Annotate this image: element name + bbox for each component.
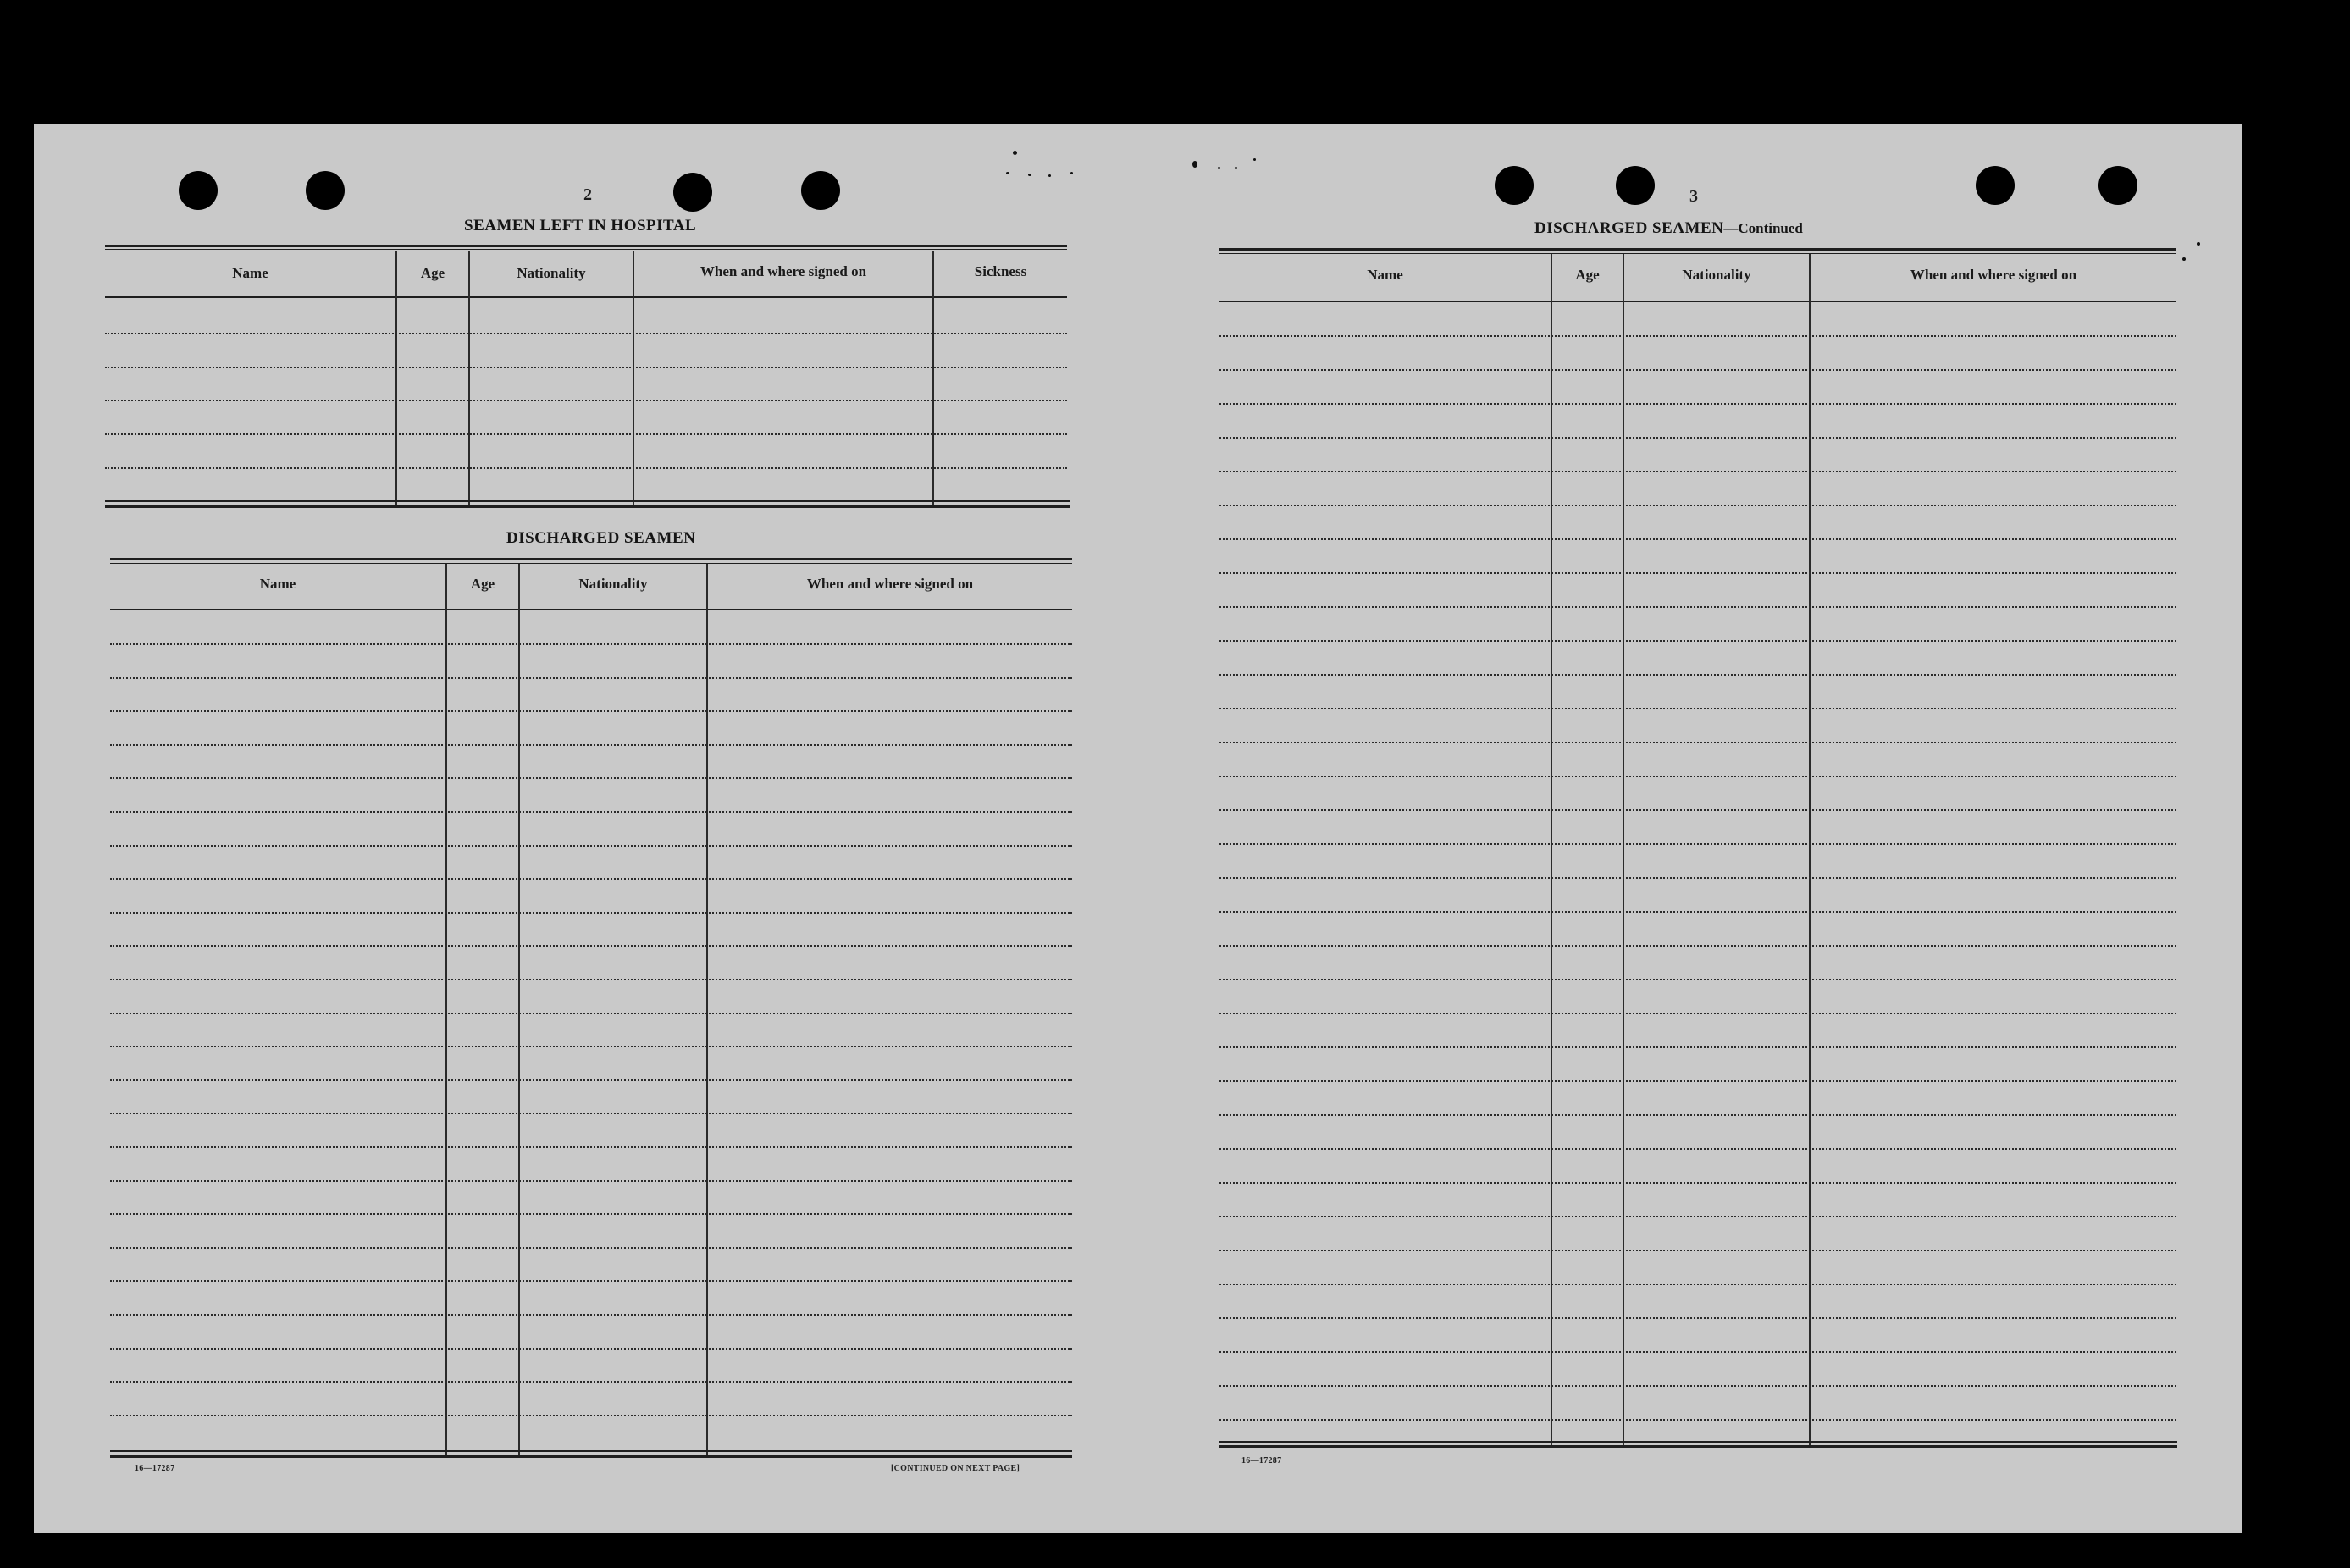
left-page-number: 2	[583, 185, 592, 204]
table-row-line	[1219, 403, 2176, 405]
table-row-line	[1219, 1385, 2176, 1387]
table-row-line	[110, 1415, 1072, 1416]
right-form-number: 16—17287	[1241, 1456, 1282, 1466]
table-row-line	[110, 1180, 1072, 1182]
table-row-line	[110, 1146, 1072, 1148]
table-row-line	[110, 878, 1072, 880]
punch-hole	[801, 171, 840, 210]
discharged-col-divider	[706, 564, 708, 1455]
scan-speck	[2197, 242, 2200, 246]
right-table-bottom-rule	[1219, 1441, 2177, 1443]
table-row-line	[1219, 1284, 2176, 1285]
table-row-line	[1219, 437, 2176, 439]
table-row-line	[110, 777, 1072, 779]
table-row-line	[110, 1280, 1072, 1282]
table-row-line	[1219, 505, 2176, 506]
table-row-line	[1219, 1351, 2176, 1353]
table-row-line	[1219, 742, 2176, 743]
right-discharged-title	[1534, 219, 1803, 238]
scan-speck	[1013, 151, 1017, 155]
table-row-line	[110, 811, 1072, 813]
hospital-table-top-rule	[105, 249, 1067, 250]
scan-speck	[1006, 172, 1009, 174]
discharged-table-top-rule	[110, 558, 1072, 560]
right-col-nationality: Nationality	[1682, 267, 1751, 283]
continued-note: [CONTINUED ON NEXT PAGE]	[891, 1464, 1020, 1473]
punch-hole	[673, 173, 712, 212]
hospital-header-rule	[105, 296, 1067, 298]
table-row-line	[110, 1247, 1072, 1249]
hospital-col-when-where: When and where signed on	[699, 263, 867, 279]
right-title-main: DISCHARGED SEAMEN	[1534, 219, 1724, 237]
hospital-col-name: Name	[232, 265, 268, 281]
table-row-line	[110, 744, 1072, 746]
table-row-line	[110, 1314, 1072, 1316]
punch-hole	[2098, 166, 2137, 205]
table-row-line	[1219, 1317, 2176, 1319]
table-row-line	[1219, 1114, 2176, 1116]
discharged-col-divider	[518, 564, 520, 1455]
table-row-line	[1219, 1080, 2176, 1082]
right-table-bottom-rule	[1219, 1445, 2177, 1448]
table-row-line	[110, 1046, 1072, 1047]
table-row-line	[1219, 1419, 2176, 1421]
scan-speck	[1070, 172, 1073, 174]
punch-hole	[1495, 166, 1534, 205]
table-row-line	[1219, 471, 2176, 472]
table-row-line	[110, 643, 1072, 645]
table-row-line	[110, 710, 1072, 712]
scan-speck	[1235, 167, 1237, 169]
table-row-line	[1219, 1182, 2176, 1184]
hospital-row-line	[105, 400, 1067, 401]
hospital-col-divider	[932, 251, 934, 505]
table-row-line	[1219, 1216, 2176, 1217]
punch-hole	[306, 171, 345, 210]
table-row-line	[1219, 335, 2176, 337]
table-row-line	[110, 912, 1072, 914]
table-row-line	[1219, 979, 2176, 980]
right-title-continued: —Continued	[1723, 220, 1803, 236]
table-row-line	[110, 979, 1072, 980]
scan-speck	[1028, 174, 1031, 176]
table-row-line	[1219, 708, 2176, 709]
discharged-col-divider	[445, 564, 447, 1455]
punch-hole	[1976, 166, 2015, 205]
table-row-line	[110, 945, 1072, 947]
table-row-line	[1219, 1148, 2176, 1150]
table-row-line	[1219, 606, 2176, 608]
right-page-number: 3	[1689, 187, 1698, 206]
table-row-line	[1219, 877, 2176, 879]
hospital-col-divider	[633, 251, 634, 505]
right-col-divider	[1809, 254, 1811, 1448]
table-row-line	[110, 1013, 1072, 1014]
table-row-line	[1219, 572, 2176, 574]
hospital-table-bottom-rule	[105, 505, 1070, 508]
hospital-row-line	[105, 467, 1067, 469]
discharged-col-when-where: When and where signed on	[806, 576, 974, 592]
right-col-divider	[1623, 254, 1624, 1448]
hospital-col-divider	[395, 251, 397, 505]
scan-speck	[1048, 174, 1051, 177]
hospital-col-age: Age	[420, 265, 445, 281]
discharged-header-rule	[110, 609, 1072, 610]
punch-hole	[1616, 166, 1655, 205]
discharged-section-title: DISCHARGED SEAMEN	[506, 529, 696, 547]
hospital-table-bottom-rule	[105, 500, 1070, 502]
hospital-row-line	[105, 433, 1067, 435]
hospital-row-line	[105, 367, 1067, 368]
hospital-row-line	[105, 333, 1067, 334]
discharged-col-nationality: Nationality	[578, 576, 648, 592]
table-row-line	[110, 1348, 1072, 1350]
table-row-line	[110, 1381, 1072, 1383]
table-row-line	[110, 1113, 1072, 1114]
table-row-line	[1219, 1013, 2176, 1014]
left-form-number: 16—17287	[135, 1464, 175, 1473]
right-col-when-where: When and where signed on	[1910, 267, 2077, 283]
table-row-line	[1219, 945, 2176, 947]
hospital-section-title: SEAMEN LEFT IN HOSPITAL	[464, 217, 697, 235]
scan-speck	[1218, 167, 1220, 169]
punch-hole	[179, 171, 218, 210]
scan-speck	[1253, 158, 1256, 161]
discharged-col-name: Name	[259, 576, 296, 592]
table-row-line	[1219, 776, 2176, 777]
table-row-line	[1219, 843, 2176, 845]
table-row-line	[110, 1079, 1072, 1081]
right-table-top-rule	[1219, 253, 2176, 254]
table-row-line	[1219, 640, 2176, 642]
hospital-table-top-rule	[105, 245, 1067, 247]
discharged-table-bottom-rule	[110, 1450, 1072, 1452]
right-col-age: Age	[1575, 267, 1600, 283]
right-col-name: Name	[1367, 267, 1403, 283]
discharged-table-top-rule	[110, 563, 1072, 564]
table-row-line	[110, 677, 1072, 679]
hospital-col-divider	[468, 251, 470, 505]
table-row-line	[1219, 1046, 2176, 1048]
scan-speck	[1192, 161, 1197, 168]
table-row-line	[1219, 674, 2176, 676]
table-row-line	[110, 845, 1072, 847]
table-row-line	[1219, 809, 2176, 811]
hospital-col-sickness: Sickness	[974, 263, 1027, 279]
right-table-top-rule	[1219, 248, 2176, 251]
right-col-divider	[1551, 254, 1552, 1448]
right-header-rule	[1219, 301, 2176, 302]
hospital-col-nationality: Nationality	[517, 265, 586, 281]
table-row-line	[1219, 1250, 2176, 1251]
discharged-col-age: Age	[470, 576, 495, 592]
table-row-line	[1219, 538, 2176, 540]
discharged-table-bottom-rule	[110, 1455, 1072, 1458]
scan-speck	[2182, 257, 2186, 261]
table-row-line	[110, 1213, 1072, 1215]
table-row-line	[1219, 911, 2176, 913]
table-row-line	[1219, 369, 2176, 371]
